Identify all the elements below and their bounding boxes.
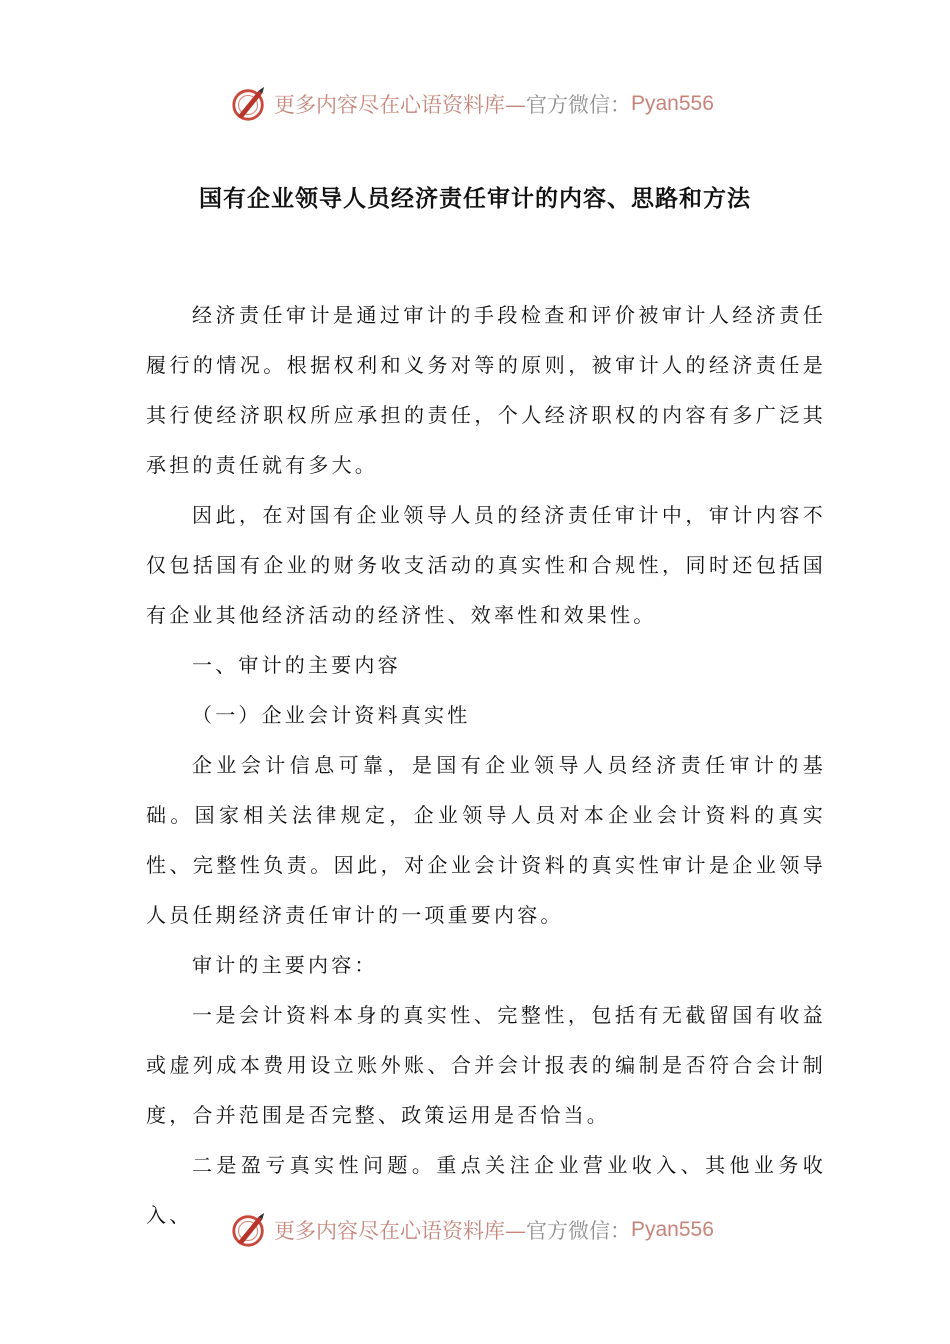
document-body: [146, 290, 826, 1240]
pen-logo-icon: [230, 1211, 268, 1249]
paragraph: 一是会计资料本身的真实性、完整性，包括有无截留国有收益或虚列成本费用设立账外账、合并会计报表的编制是否符合会计制度，合并范围是否完整、政策运用是否恰当。: [146, 1003, 826, 1127]
paragraph: 经济责任审计是通过审计的手段检查和评价被审计人经济责任履行的情况。根据权利和义务对等的原则，被审计人的经济责任是其行使经济职权所应承担的责任，个人经济职权的内容有多广泛其承担的责任就有多大。: [146, 303, 826, 477]
pen-logo-icon: [230, 85, 268, 123]
footer-banner: [230, 1208, 750, 1252]
banner-wechat-label: 官方微信：: [526, 1219, 631, 1243]
banner-slogan: 更多内容尽在心语资料库—: [274, 1219, 526, 1243]
header-banner: [230, 82, 750, 126]
banner-wechat-label: 官方微信：: [526, 93, 631, 117]
document-title: 国有企业领导人员经济责任审计的内容、思路和方法: [199, 186, 751, 212]
paragraph: 因此，在对国有企业领导人员的经济责任审计中，审计内容不仅包括国有企业的财务收支活动的真实性和合规性，同时还包括国有企业其他经济活动的经济性、效率性和效果性。: [146, 503, 826, 627]
banner-wechat-id: Pyan556: [631, 1218, 714, 1241]
banner-slogan: 更多内容尽在心语资料库—: [274, 93, 526, 117]
section-heading: 一、审计的主要内容: [192, 653, 401, 677]
paragraph: 企业会计信息可靠，是国有企业领导人员经济责任审计的基础。国家相关法律规定，企业领导人员对本企业会计资料的真实性、完整性负责。因此，对企业会计资料的真实性审计是企业领导人员任期经济责任审计的一项重要内容。: [146, 753, 826, 927]
subsection-heading: （一）企业会计资料真实性: [192, 703, 471, 727]
banner-wechat-id: Pyan556: [631, 92, 714, 115]
paragraph: 审计的主要内容：: [192, 953, 378, 977]
paragraph: 二是盈亏真实性问题。重点关注企业营业收入、其他业务收入、: [146, 1153, 826, 1227]
